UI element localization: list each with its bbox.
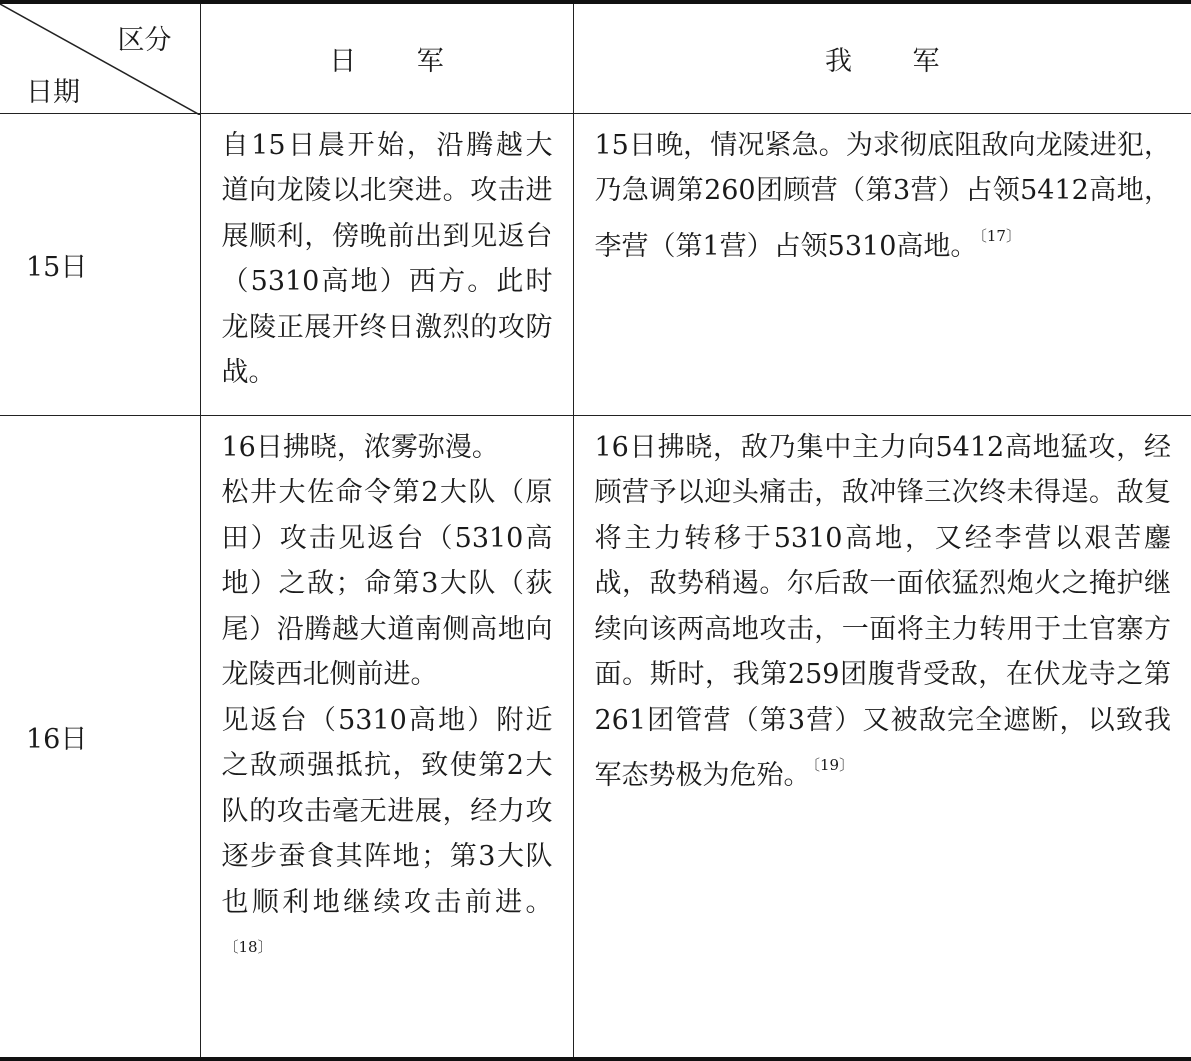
footnote-mark: 〔17〕 (979, 226, 1021, 245)
japan-text: 见返台（5310高地）附近之敌顽强抵抗，致使第2大队的攻击毫无进展，经力攻逐步蚕食其阵地；第3大队也顺利地继续攻击前进。 (221, 704, 553, 918)
japan-paragraph: 自15日晨开始，沿腾越大道向龙陵以北突进。攻击进展顺利，傍晚前出到见返台（5310高地）西方。此时龙陵正展开终日激烈的攻防战。 (221, 129, 553, 388)
footnote-mark: 〔18〕 (223, 938, 273, 956)
column-header-ours: 我 军 (573, 2, 1191, 113)
ours-paragraph (595, 425, 1172, 799)
table-row (0, 113, 1191, 415)
date-cell: 16日 (0, 415, 200, 1059)
header-row (0, 2, 1191, 113)
table-row (0, 415, 1191, 1059)
japan-paragraph: 16日拂晓，浓雾弥漫。 (221, 431, 499, 463)
date-cell: 15日 (0, 113, 200, 415)
japan-paragraph: 松井大佐命令第2大队（原田）攻击见返台（5310高地）之敌；命第3大队（荻尾）沿腾越大道南侧高地向龙陵西北侧前进。 (221, 477, 553, 690)
corner-label-category: 区分 (117, 25, 172, 56)
japan-cell (200, 113, 573, 415)
ours-text: 15日晚，情况紧急。为求彻底阻敌向龙陵进犯，乃急调第260团顾营（第3营）占领5412高地，李营（第1营）占领5310高地。 (594, 129, 1171, 262)
ours-cell (573, 113, 1191, 415)
japan-cell (200, 415, 573, 1059)
ours-paragraph (595, 123, 1172, 270)
corner-header-cell (0, 2, 200, 113)
footnote-mark: 〔19〕 (812, 756, 855, 774)
column-header-japan: 日 军 (200, 2, 573, 113)
ours-text: 16日拂晓，敌乃集中主力向5412高地猛攻，经顾营予以迎头痛击，敌冲锋三次终未得逞。敌复将主力转移于5310高地，又经李营以艰苦鏖战，敌势稍遏。尔后敌一面依猛烈炮火之掩护继续向该两高地攻击，一面将主力转用于土官寨方面。斯时，我第259团腹背受敌，在伏龙寺之第261团管营（第3营）又被敌完全遮断，以致我军态势极为危殆。 (594, 431, 1171, 791)
japan-paragraph (222, 698, 553, 981)
ours-cell (573, 415, 1191, 1059)
corner-label-date: 日期 (26, 77, 80, 108)
